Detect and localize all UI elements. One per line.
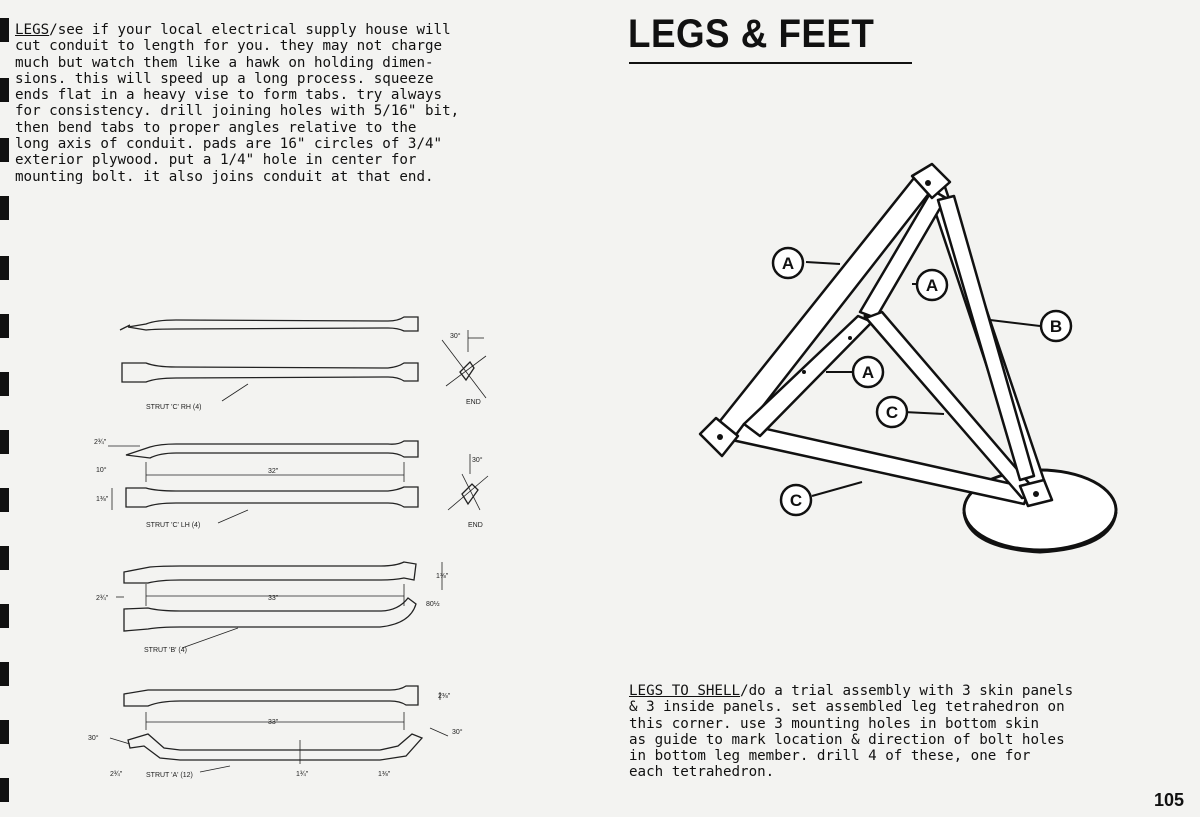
legs-line: mounting bolt. it also joins conduit at that end. [15,168,434,185]
shell-line: & 3 inside panels. set assembled leg tetrahedron on [629,699,1065,716]
strut-a-dim: 30° [88,735,99,742]
callout-a-2: A [925,276,939,295]
strut-b-dim: 80½ [426,601,440,608]
callout-b: B [1049,317,1063,336]
shell-line: this corner. use 3 mounting holes in bottom skin [629,715,1039,732]
legs-line: much but watch them like a hawk on holding dimen- [15,54,434,71]
shell-line: in bottom leg member. drill 4 of these, one for [629,748,1031,765]
strut-b-dim: 33" [268,595,279,602]
strut-a-dim: 1¾" [296,771,309,778]
legs-line: sions. this will speed up a long process. squeeze [15,70,434,87]
strut-a-dim: 2⅜" [438,693,451,700]
strut-a-dim: 2¾" [110,771,123,778]
legs-line: for consistency. drill joining holes with 5/16" bit, [15,103,460,120]
legs-line: then bend tabs to proper angles relative to the [15,119,417,136]
legs-to-shell-paragraph [629,683,1073,781]
page-title: LEGS & FEET [628,12,875,56]
callout-c-2: C [789,491,803,510]
callout-a-1: A [781,254,795,273]
strut-a-dim: 33" [268,719,279,726]
strut-c-lh-label: STRUT 'C' LH (4) [146,522,201,529]
legs-line: long axis of conduit. pads are 16" circles of 3/4" [15,136,443,153]
strut-b-dim: 2¾" [96,595,109,602]
callout-a-3: A [861,363,875,382]
legs-line: ends flat in a heavy vise to form tabs. try always [15,87,443,104]
strut-c-lh-dim: 2¾" [94,439,107,446]
legs-line: cut conduit to length for you. they may not charge [15,38,443,55]
callout-c-1: C [885,403,899,422]
page-number: 105 [1153,790,1184,810]
strut-a-label: STRUT 'A' (12) [146,772,193,779]
strut-a-dim: 1⅜" [378,771,391,778]
legs-to-shell-lead: LEGS TO SHELL [629,683,741,699]
legs-line: exterior plywood. put a 1/4" hole in center for [15,152,417,169]
strut-c-lh-dim: 10° [96,467,107,474]
strut-c-lh-angle: 30° [472,457,483,464]
strut-c-lh-end-label: END [468,522,483,529]
strut-b-dim: 1⅜" [436,573,449,580]
strut-c-rh-angle: 30° [450,333,461,340]
strut-c-rh-end-label: END [466,399,481,406]
shell-line: as guide to mark location & direction of bolt holes [629,731,1065,748]
legs-lead: LEGS [15,22,50,38]
strut-c-rh-label: STRUT 'C' RH (4) [146,404,202,411]
shell-line: each tetrahedron. [629,764,775,781]
legs-line: /see if your local electrical supply house will [49,22,451,38]
strut-c-lh-dim: 32" [268,468,279,475]
strut-c-lh-dim: 1⅜" [96,496,109,503]
strut-b-label: STRUT 'B' (4) [144,647,187,654]
shell-line: /do a trial assembly with 3 skin panels [740,683,1074,699]
strut-a-dim: 30° [452,729,463,736]
